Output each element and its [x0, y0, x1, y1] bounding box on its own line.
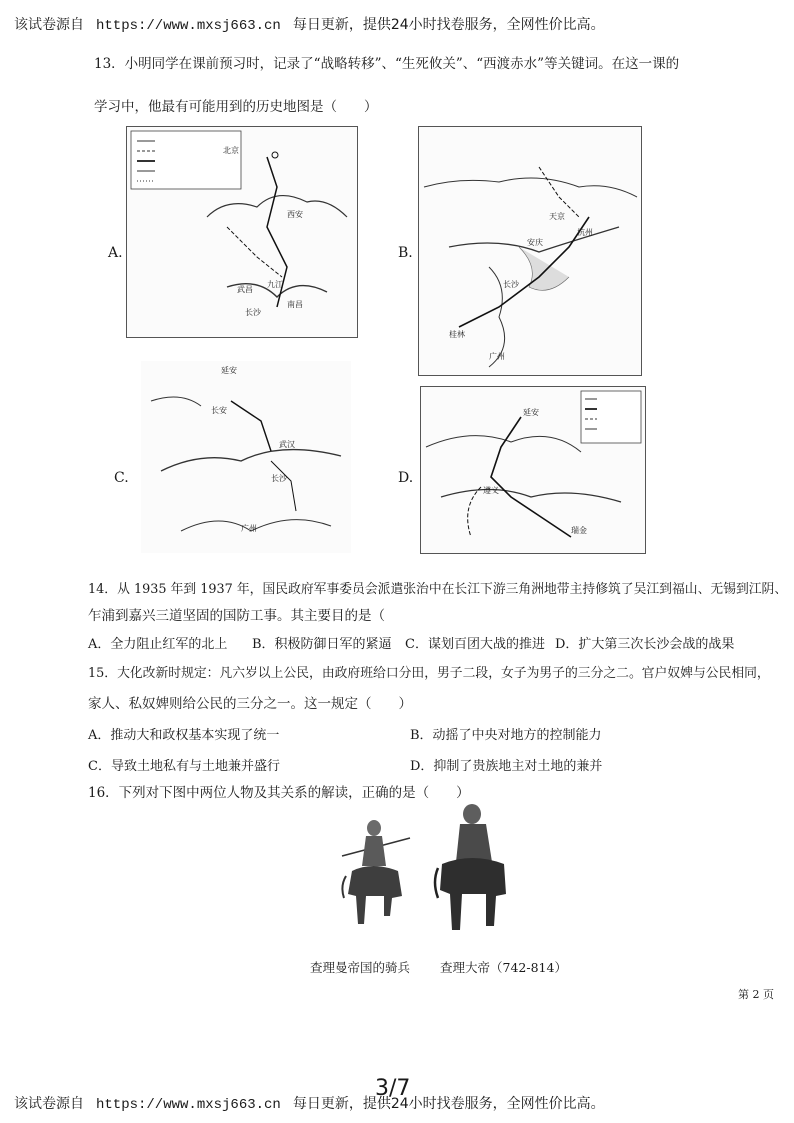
q13-map-a[interactable]	[126, 126, 358, 338]
q13-map-c[interactable]	[140, 360, 352, 554]
q14-option-b[interactable]: B．积极防御日军的紧逼	[252, 637, 392, 652]
caption-cavalry: 查理曼帝国的骑兵	[310, 960, 411, 975]
watermark-url[interactable]: https://www.mxsj663.cn	[96, 18, 281, 34]
map-a-label-2: 武昌	[237, 285, 253, 294]
map-a-label-3: 长沙	[245, 308, 261, 317]
map-b-label-4: 广州	[489, 352, 505, 361]
q15-option-a[interactable]: A．推动大和政权基本实现了统一	[88, 728, 280, 743]
map-a-label-1: 西安	[287, 210, 303, 219]
map-a-label-5: 九江	[267, 280, 283, 289]
map-a-figure	[127, 127, 357, 337]
q14-line1: 14．从 1935 年到 1937 年，国民政府军事委员会派遣张治中在长江下游三角洲地带主持修筑了吴江到福山、无锡到江阴、	[88, 582, 788, 597]
map-c-label-1: 长安	[211, 406, 227, 415]
map-c-label-3: 长沙	[271, 474, 287, 483]
watermark-url-footer[interactable]: https://www.mxsj663.cn	[96, 1097, 281, 1113]
map-a-label-0: 北京	[223, 146, 239, 155]
q16-line1: 16．下列对下图中两位人物及其关系的解读，正确的是（ ）	[88, 785, 470, 801]
cavalry-knight-icon	[332, 816, 414, 932]
map-d-label-0: 遵义	[483, 486, 499, 495]
caption-charlemagne: 查理大帝（742-814）	[440, 960, 567, 975]
map-c-figure	[141, 361, 351, 553]
cavalry-image	[332, 816, 414, 932]
q15-line2: 家人、私奴婢则给公民的三分之一。这一规定（ ）	[88, 696, 412, 712]
q13-line1: 13．小明同学在课前预习时，记录了“战略转移”、“生死攸关”、“西渡赤水”等关键词。在这一课的	[94, 56, 680, 72]
map-c-label-0: 延安	[221, 366, 237, 375]
q13-option-a-label[interactable]: A.	[108, 245, 123, 261]
map-a-label-4: 南昌	[287, 300, 303, 309]
watermark-footer: 该试卷源自 https://www.mxsj663.cn 每日更新，提供24小时找卷服务，全网性价比高。	[14, 1096, 605, 1113]
map-b-figure	[419, 127, 641, 375]
map-b-label-0: 天京	[549, 212, 565, 221]
map-b-label-1: 安庆	[527, 238, 543, 247]
map-d-label-2: 延安	[523, 408, 539, 417]
charlemagne-image	[432, 798, 512, 934]
page-count: 3/7	[375, 1076, 411, 1101]
q15-line1: 15．大化改新时规定：凡六岁以上公民，由政府班给口分田，男子二段，女子为男子的三分之二。官户奴婢与公民相同，	[88, 666, 770, 681]
map-c-label-4: 广州	[241, 524, 257, 533]
page-mark: 第 2 页	[738, 988, 774, 1001]
map-c-label-2: 武汉	[279, 440, 295, 449]
map-b-label-2: 杭州	[577, 228, 593, 237]
watermark-header: 该试卷源自 https://www.mxsj663.cn 每日更新，提供24小时找卷服务，全网性价比高。	[14, 17, 605, 34]
map-b-label-5: 桂林	[449, 330, 465, 339]
q14-option-d[interactable]: D．扩大第三次长沙会战的战果	[555, 637, 735, 652]
map-d-label-1: 瑞金	[571, 526, 587, 535]
q15-option-b[interactable]: B．动摇了中央对地方的控制能力	[410, 728, 602, 743]
q13-map-d[interactable]	[420, 386, 646, 554]
q14-option-c[interactable]: C．谋划百团大战的推进	[405, 637, 545, 652]
q13-map-b[interactable]	[418, 126, 642, 376]
charlemagne-statue-icon	[432, 798, 512, 934]
q15-option-c[interactable]: C．导致土地私有与土地兼并盛行	[88, 759, 280, 774]
q14-option-a[interactable]: A．全力阻止红军的北上	[88, 637, 228, 652]
q13-line2: 学习中，他最有可能用到的历史地图是（ ）	[94, 99, 378, 115]
q14-line2: 乍浦到嘉兴三道坚固的国防工事。其主要目的是（	[88, 608, 385, 624]
q13-option-b-label[interactable]: B.	[398, 245, 413, 261]
map-d-figure	[421, 387, 645, 553]
q13-option-c-label[interactable]: C.	[114, 470, 129, 486]
map-b-label-3: 长沙	[503, 280, 519, 289]
q15-option-d[interactable]: D．抑制了贵族地主对土地的兼并	[410, 759, 603, 774]
q13-option-d-label[interactable]: D.	[398, 470, 414, 486]
